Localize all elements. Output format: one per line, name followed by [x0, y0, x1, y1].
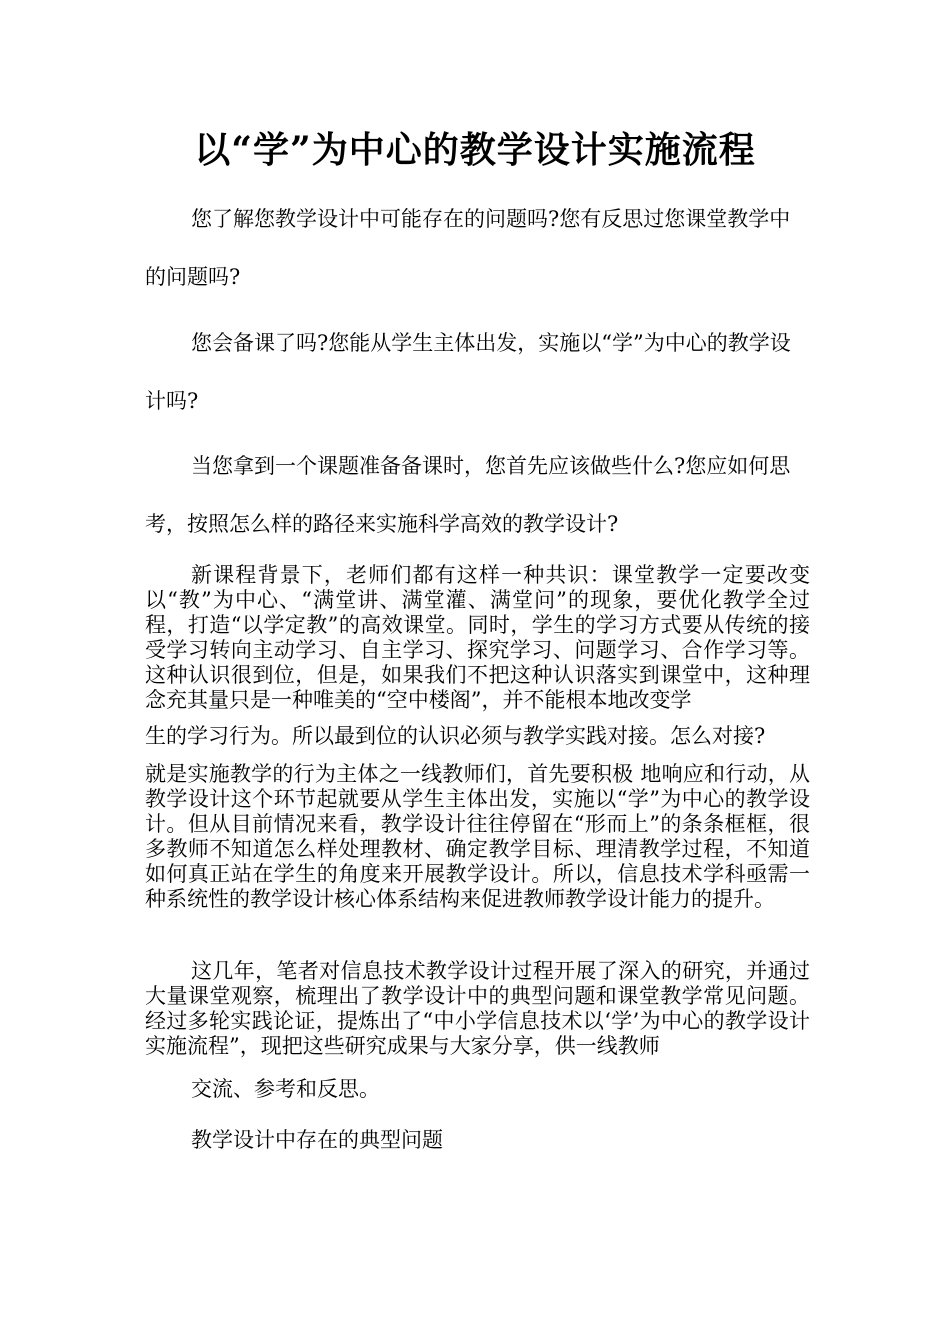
- paragraph-background: 新课程背景下，老师们都有这样一种共识：课堂教学一定要改变以“教”为中心、“满堂讲、满堂灌、满堂问”的现象，要优化教学全过程，打造“以学定教”的高效课堂。同时，学生的学习方式要从传统的接受学习转向主动学习、自主学习、探究学习、问题学习、合作学习等。这种认识很到位，但是，如果我们不把这种认识落实到课堂中，这种理念充其量只是一种唯美的“空中楼阁”，并不能根本地改变学: [145, 563, 810, 712]
- paragraph-research: 这几年，笔者对信息技术教学设计过程开展了深入的研究，并通过大量课堂观察，梳理出了教学设计中的典型问题和课堂教学常见问题。经过多轮实践论证，提炼出了“中小学信息技术以‘学’为中心的教学设计实施流程”，现把这些研究成果与大家分享，供一线教师: [145, 959, 810, 1058]
- paragraph-implementation: 就是实施教学的行为主体之一线教师们，首先要积极 地响应和行动，从教学设计这个环节起就要从学生主体出发，实施以“学”为中心的教学设计。但从目前情况来看，教学设计往往停留在“形而上”的条条框框，很多教师不知道怎么样处理教材、确定教学目标、理清教学过程，不知道如何真正站在学生的角度来开展教学设计。所以，信息技术学科亟需一种系统性的教学设计核心体系结构来促进教师教学设计能力的提升。: [145, 762, 810, 911]
- paragraph-intro-question-3: 当您拿到一个课题准备备课时，您首先应该做些什么?您应如何思考，按照怎么样的路径来实施科学高效的教学设计?: [145, 454, 791, 536]
- paragraph-intro-question-2: 您会备课了吗?您能从学生主体出发，实施以“学”为中心的教学设计吗?: [145, 331, 791, 413]
- section-heading-typical-problems: 教学设计中存在的典型问题: [191, 1128, 443, 1152]
- document-title: 以“学”为中心的教学设计实施流程: [194, 129, 756, 171]
- paragraph-background-line: 生的学习行为。所以最到位的认识必须与教学实践对接。怎么对接?: [145, 724, 766, 748]
- paragraph-research-end: 交流、参考和反思。: [191, 1077, 380, 1101]
- paragraph-intro-question-1: 您了解您教学设计中可能存在的问题吗?您有反思过您课堂教学中的问题吗?: [145, 207, 791, 289]
